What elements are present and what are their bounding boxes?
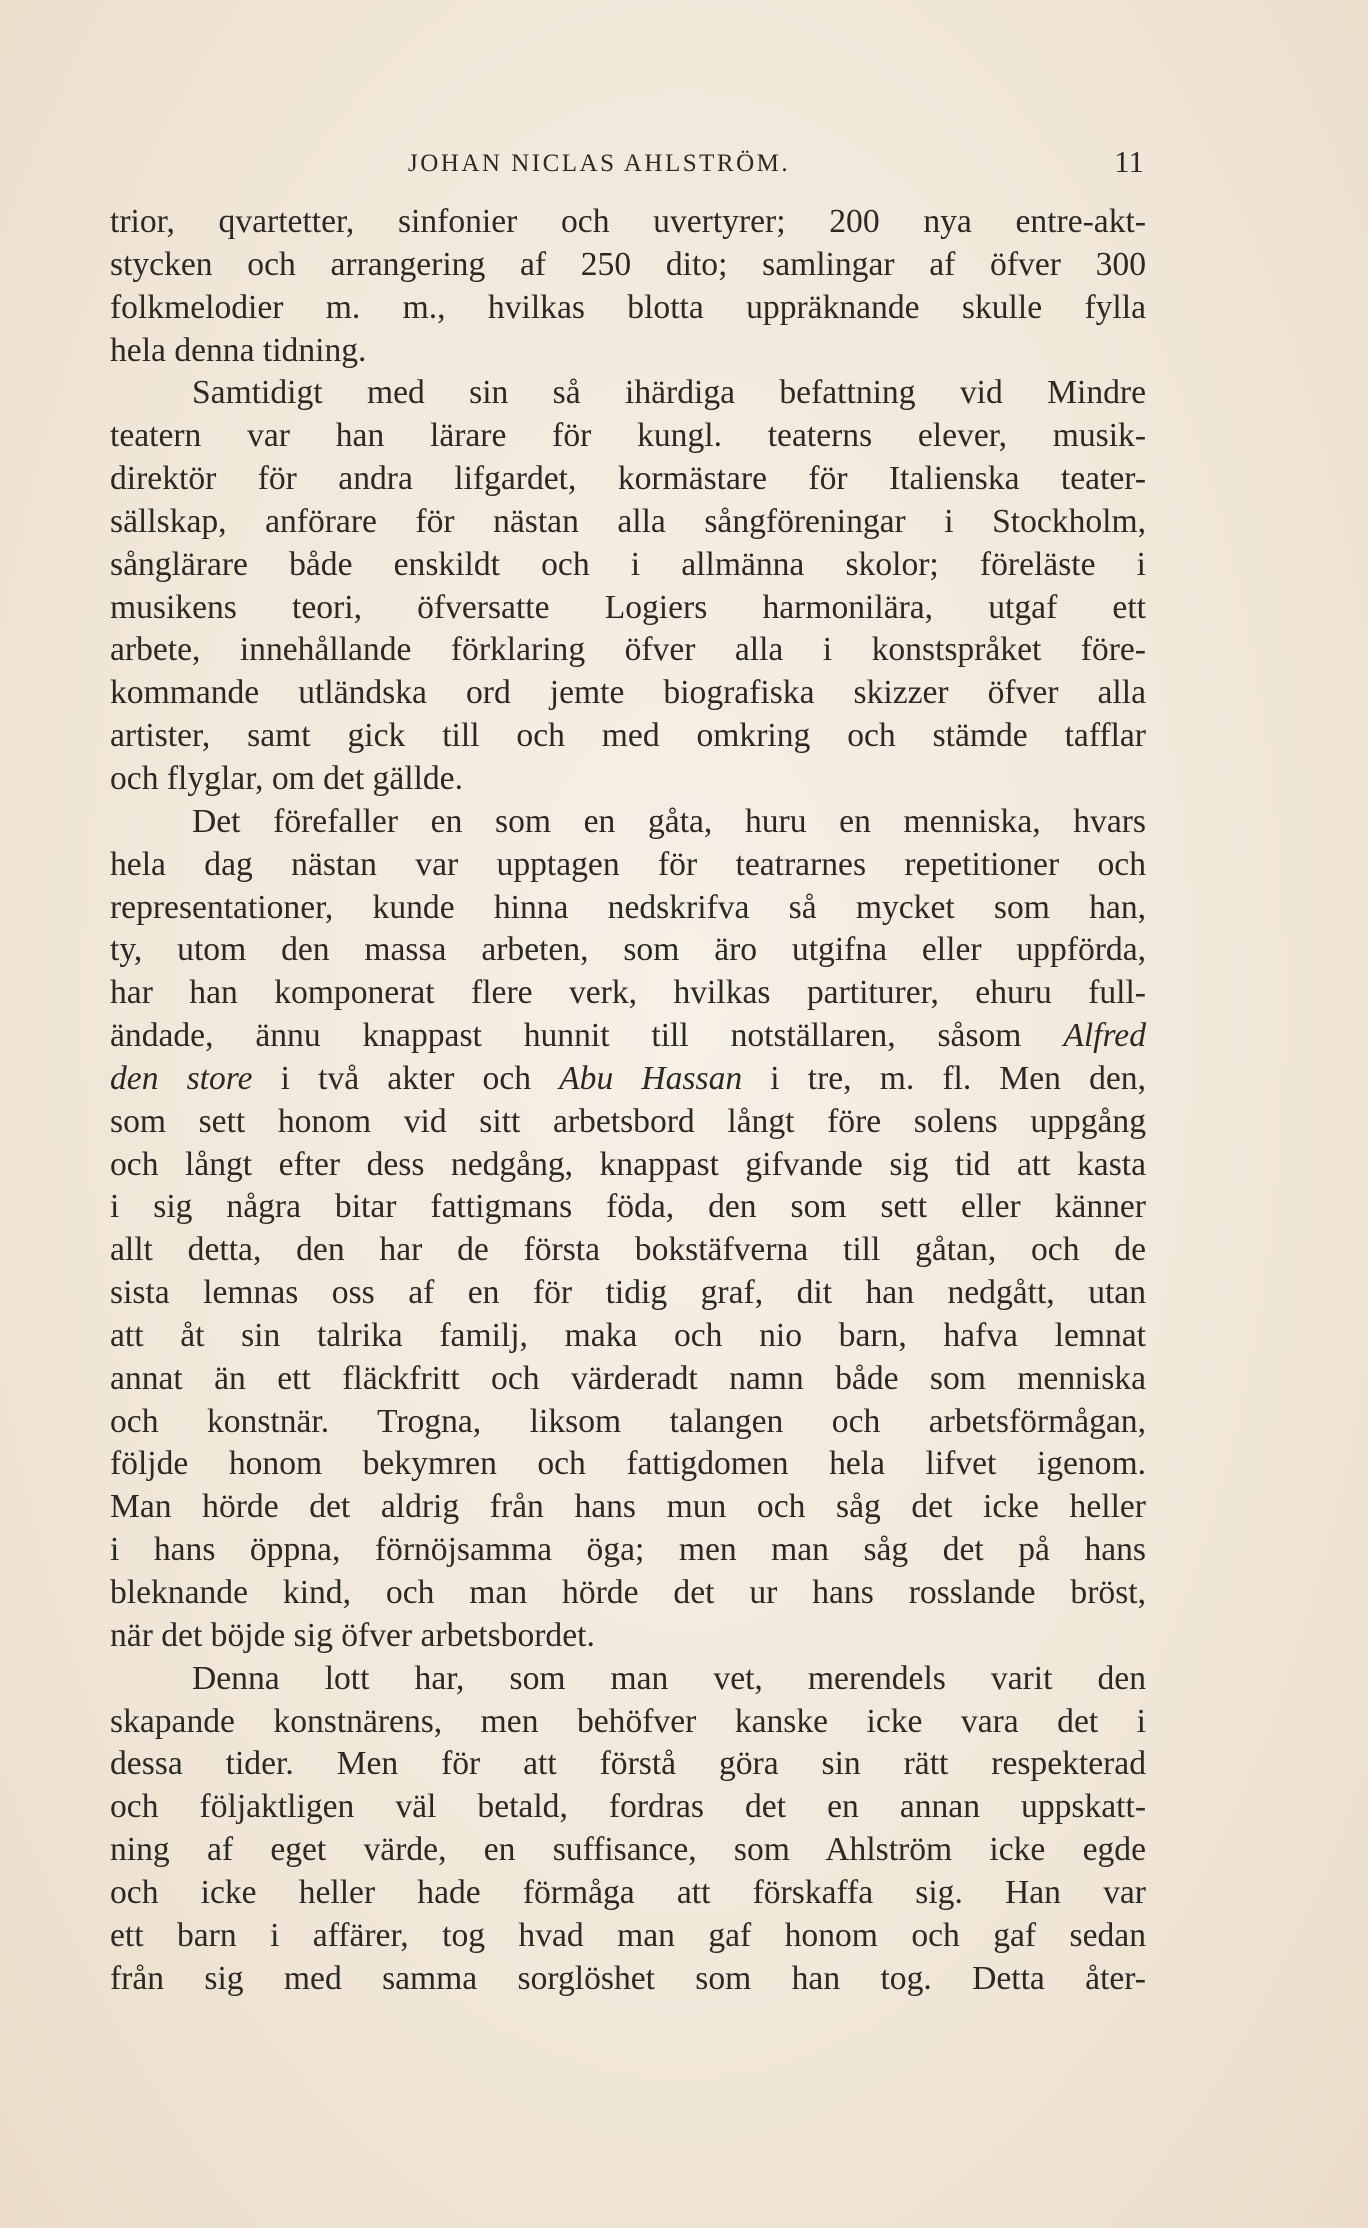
text-line: kommande utländska ord jemte biografiska skizzer öfver alla: [110, 674, 1146, 712]
text-line: artister, samt gick till och med omkring och stämde tafflar: [110, 717, 1146, 755]
text-line-with-title: [110, 1015, 1146, 1058]
text-line: i sig några bitar fattigmans föda, den som sett eller känner: [110, 1188, 1146, 1226]
text-line: när det böjde sig öfver arbetsbordet.: [110, 1616, 595, 1654]
text-line: i hans öppna, förnöjsamma öga; men man såg det på hans: [110, 1531, 1146, 1569]
line-segment: i tre, m. fl. Men den,: [770, 1059, 1146, 1097]
text-line: sista lemnas oss af en för tidig graf, dit han nedgått, utan: [110, 1274, 1146, 1312]
page-header: [110, 140, 1146, 188]
text-line: trior, qvartetter, sinfonier och uvertyrer; 200 nya entre-akt-: [110, 203, 1146, 240]
text-line: representationer, kunde hinna nedskrifva så mycket som han,: [110, 888, 1146, 926]
text-line: som sett honom vid sitt arbetsbord långt före solens uppgång: [110, 1102, 1146, 1140]
body-text: [110, 201, 1146, 2000]
text-line: och konstnär. Trogna, liksom talangen och arbetsförmågan,: [110, 1402, 1146, 1440]
text-line: dessa tider. Men för att förstå göra sin rätt respekterad: [110, 1745, 1146, 1783]
work-title-alfred: Alfred: [1063, 1017, 1146, 1055]
text-line: sånglärare både enskildt och i allmänna skolor; föreläste i: [110, 545, 1146, 583]
paragraph-start-line: Denna lott har, som man vet, merendels varit den: [192, 1659, 1146, 1697]
text-line: sällskap, anförare för nästan alla sångföreningar i Stockholm,: [110, 502, 1146, 540]
text-line: och flyglar, om det gällde.: [110, 759, 463, 797]
running-title: JOHAN NICLAS AHLSTRÖM.: [408, 150, 791, 177]
work-title-den-store: den store: [110, 1059, 253, 1097]
text-line: och följaktligen väl betald, fordras det en annan uppskatt-: [110, 1788, 1146, 1826]
text-line: musikens teori, öfversatte Logiers harmonilära, utgaf ett: [110, 588, 1146, 626]
text-line: arbete, innehållande förklaring öfver alla i konstspråket före-: [110, 631, 1146, 669]
text-line: stycken och arrangering af 250 dito; samlingar af öfver 300: [110, 245, 1146, 283]
text-line: ning af eget värde, en suffisance, som Ahlström icke egde: [110, 1831, 1146, 1869]
text-line-with-titles: [110, 1058, 1146, 1101]
text-line: annat än ett fläckfritt och värderadt namn både som menniska: [110, 1359, 1146, 1397]
text-line: folkmelodier m. m., hvilkas blotta uppräknande skulle fylla: [110, 288, 1146, 326]
text-line: och långt efter dess nedgång, knappast gifvande sig tid att kasta: [110, 1145, 1146, 1183]
text-line: följde honom bekymren och fattigdomen hela lifvet igenom.: [110, 1445, 1146, 1483]
text-line: Man hörde det aldrig från hans mun och såg det icke heller: [110, 1488, 1146, 1526]
text-line: från sig med samma sorglöshet som han tog. Detta åter-: [110, 1959, 1146, 1997]
line-segment: ändade, ännu knappast hunnit till notställaren, såsom: [110, 1017, 1022, 1055]
text-line: har han komponerat flere verk, hvilkas partiturer, ehuru full-: [110, 974, 1146, 1012]
text-line: ett barn i affärer, tog hvad man gaf honom och gaf sedan: [110, 1916, 1146, 1954]
text-line: och icke heller hade förmåga att förskaffa sig. Han var: [110, 1873, 1146, 1911]
text-line: skapande konstnärens, men behöfver kanske icke vara det i: [110, 1702, 1146, 1740]
text-line: allt detta, den har de första bokstäfverna till gåtan, och de: [110, 1231, 1146, 1269]
text-line: ty, utom den massa arbeten, som äro utgifna eller uppförda,: [110, 931, 1146, 969]
text-line: teatern var han lärare för kungl. teaterns elever, musik-: [110, 417, 1146, 455]
paragraph-start-line: Samtidigt med sin så ihärdiga befattning vid Mindre: [192, 374, 1146, 412]
text-line: att åt sin talrika familj, maka och nio barn, hafva lemnat: [110, 1316, 1146, 1354]
text-line: hela dag nästan var upptagen för teatrarnes repetitioner och: [110, 845, 1146, 883]
page-number: 11: [1114, 144, 1144, 179]
line-segment: i två akter och: [280, 1059, 532, 1097]
text-line: direktör för andra lifgardet, kormästare för Italienska teater-: [110, 460, 1146, 498]
paragraph-start-line: Det förefaller en som en gåta, huru en menniska, hvars: [192, 802, 1146, 840]
text-line: bleknande kind, och man hörde det ur hans rosslande bröst,: [110, 1574, 1146, 1611]
work-title-abu-hassan: Abu Hassan: [559, 1059, 743, 1097]
text-line: hela denna tidning.: [110, 331, 367, 369]
